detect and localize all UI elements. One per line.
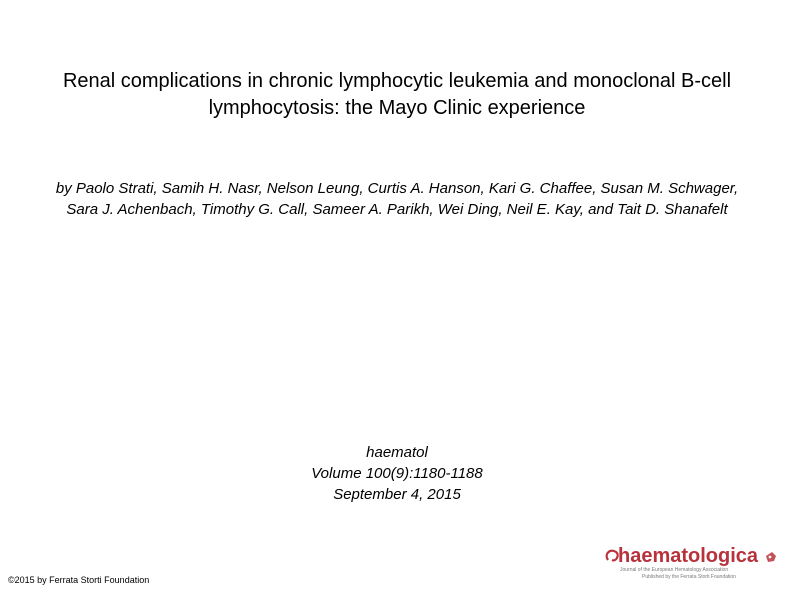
logo-wordmark: haematologica	[618, 545, 759, 567]
haematologica-logo	[600, 540, 780, 582]
logo-emblem-icon	[766, 552, 776, 562]
copyright-notice: ©2015 by Ferrata Storti Foundation	[8, 575, 150, 585]
publication-date: September 4, 2015	[333, 486, 461, 503]
logo-swirl-icon	[607, 551, 618, 561]
volume-pages: Volume 100(9):1180-1188	[311, 465, 483, 482]
citation-block	[200, 442, 594, 505]
page-title: Renal complications in chronic lymphocytic leukemia and monoclonal B-cell lymphocytosis: the Mayo Clinic experience	[62, 70, 732, 119]
author-list: by Paolo Strati, Samih H. Nasr, Nelson Leung, Curtis A. Hanson, Kari G. Chaffee, Susan M. Schwager, Sara J. Achenbach, Timothy G. Call, Sameer A. Parikh, Wei Ding, Neil E. Kay, and Tait D. Shanafelt	[55, 180, 739, 218]
journal-name: haematol	[366, 444, 428, 461]
logo-tagline-1: Journal of the European Hematology Association	[620, 567, 729, 573]
logo-tagline-2: Published by the Ferrata Storti Foundation	[642, 574, 736, 580]
